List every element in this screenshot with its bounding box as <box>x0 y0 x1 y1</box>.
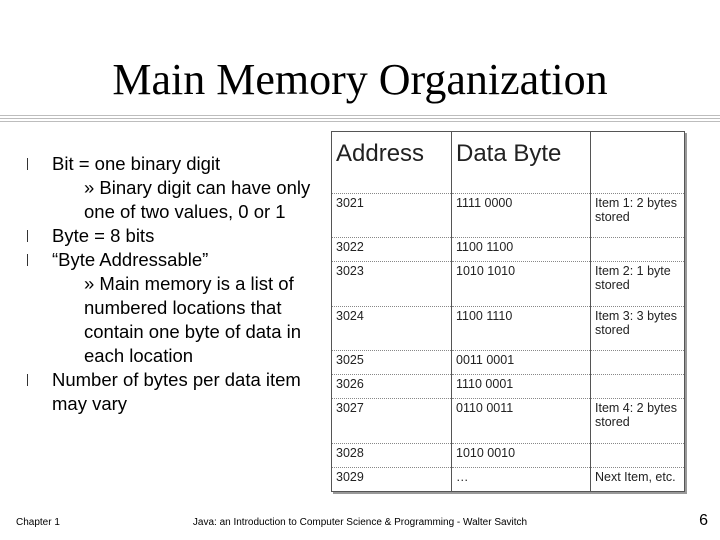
table-row <box>332 262 684 306</box>
table-row <box>332 194 684 238</box>
cell-note: Item 2: 1 byte stored <box>591 262 685 306</box>
bullet-text: Bit = one binary digit <box>52 153 221 174</box>
cell-address: 3026 <box>332 375 452 399</box>
bullet-item <box>20 152 330 176</box>
page-number: 6 <box>699 512 708 529</box>
cell-address: 3024 <box>332 306 452 350</box>
cell-data-byte: 1010 0010 <box>452 443 591 467</box>
bullet-marker-icon <box>27 374 28 386</box>
table-row <box>332 350 684 374</box>
cell-data-byte: 1100 1100 <box>452 238 591 262</box>
table-row <box>332 467 684 491</box>
bullet-marker-icon <box>27 254 28 266</box>
memory-table-container <box>331 131 685 492</box>
table-row <box>332 238 684 262</box>
bullet-text: “Byte Addressable” <box>52 249 209 270</box>
bullet-text: Number of bytes per data item may vary <box>52 369 301 414</box>
cell-data-byte: … <box>452 467 591 491</box>
cell-note <box>591 350 685 374</box>
cell-note <box>591 375 685 399</box>
cell-note <box>591 238 685 262</box>
table-row <box>332 306 684 350</box>
header-data-byte: Data Byte <box>452 132 591 194</box>
memory-table <box>332 132 684 491</box>
footer-chapter: Chapter 1 <box>16 517 60 528</box>
cell-data-byte: 1111 0000 <box>452 194 591 238</box>
cell-address: 3023 <box>332 262 452 306</box>
sub-bullet-text: » Main memory is a list of numbered locations that contain one byte of data in each location <box>84 273 302 366</box>
cell-note: Item 3: 3 bytes stored <box>591 306 685 350</box>
title-divider <box>0 115 720 124</box>
bullet-marker-icon <box>27 158 28 170</box>
bullet-text: Byte = 8 bits <box>52 225 155 246</box>
sub-bullet-item <box>20 176 330 224</box>
cell-data-byte: 1010 1010 <box>452 262 591 306</box>
cell-data-byte: 0011 0001 <box>452 350 591 374</box>
bullet-marker-icon <box>27 230 28 242</box>
bullet-item <box>20 224 330 248</box>
cell-address: 3025 <box>332 350 452 374</box>
bullet-item <box>20 248 330 272</box>
cell-address: 3022 <box>332 238 452 262</box>
cell-address: 3027 <box>332 399 452 443</box>
table-row <box>332 375 684 399</box>
cell-data-byte: 0110 0011 <box>452 399 591 443</box>
cell-data-byte: 1100 1110 <box>452 306 591 350</box>
footer-course: Java: an Introduction to Computer Science & Programming - Walter Savitch <box>192 517 528 528</box>
cell-note: Item 4: 2 bytes stored <box>591 399 685 443</box>
cell-address: 3021 <box>332 194 452 238</box>
header-address: Address <box>332 132 452 194</box>
cell-note: Item 1: 2 bytes stored <box>591 194 685 238</box>
cell-data-byte: 1110 0001 <box>452 375 591 399</box>
header-note <box>591 132 685 194</box>
sub-bullet-text: » Binary digit can have only one of two values, 0 or 1 <box>84 177 311 222</box>
cell-address: 3029 <box>332 467 452 491</box>
table-row <box>332 399 684 443</box>
cell-address: 3028 <box>332 443 452 467</box>
table-row <box>332 443 684 467</box>
sub-bullet-item <box>20 272 330 368</box>
bullet-item <box>20 368 330 416</box>
bullet-list <box>20 152 330 416</box>
cell-note <box>591 443 685 467</box>
cell-note: Next Item, etc. <box>595 469 676 484</box>
slide-title: Main Memory Organization <box>112 55 608 104</box>
